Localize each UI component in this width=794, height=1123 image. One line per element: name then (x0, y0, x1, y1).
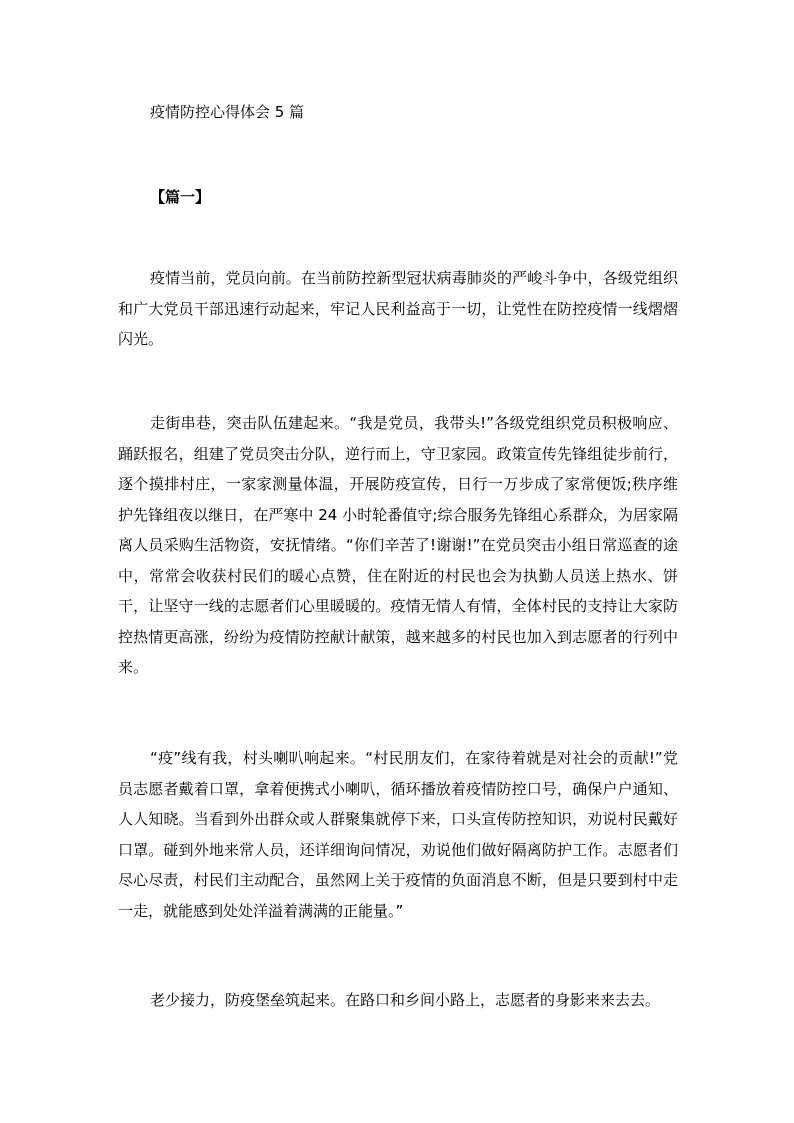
document-title: 疫情防控心得体会 5 篇 (150, 103, 305, 121)
section-heading: 【篇一】 (150, 188, 211, 206)
paragraph-4: 老少接力，防疫堡垒筑起来。在路口和乡间小路上，志愿者的身影来来去去。 (150, 991, 661, 1009)
paragraph-1: 疫情当前，党员向前。在当前防控新型冠状病毒肺炎的严峻斗争中，各级党组织和广大党员干部迅速行动起来，牢记人民利益高于一切，让党性在防控疫情一线熠熠闪光。 (118, 269, 678, 348)
paragraph-2: 走街串巷，突击队伍建起来。“我是党员，我带头!”各级党组织党员积极响应、踊跃报名，组建了党员突击分队，逆行而上，守卫家园。政策宣传先锋组徒步前行，逐个摸排村庄，一家家测量体温，开展防疫宣传，日行一万步成了家常便饭;秩序维护先锋组夜以继日，在严寒中 24 小时轮番值守;综合服务先锋组心系群众，为居家隔离人员采购生活物资，安抚情绪。“你们辛苦了!谢谢!”在党员突击小组日常巡查的途中，常常会收获村民们的暖心点赞，住在附近的村民也会为执勤人员送上热水、饼干，让坚守一线的志愿者们心里暖暖的。疫情无情人有情，全体村民的支持让大家防控热情更高涨，纷纷为疫情防控献计献策，越来越多的村民也加入到志愿者的行列中来。 (118, 414, 678, 676)
paragraph-3: “疫”线有我，村头喇叭响起来。“村民朋友们，在家待着就是对社会的贡献!”党员志愿者戴着口罩，拿着便携式小喇叭，循环播放着疫情防控口号，确保户户通知、人人知晓。当看到外出群众或人群聚集就停下来，口头宣传防控知识，劝说村民戴好口罩。碰到外地来常人员，还详细询问情况，劝说他们做好隔离防护工作。志愿者们尽心尽责，村民们主动配合，虽然网上关于疫情的负面消息不断，但是只要到村中走一走，就能感到处处洋溢着满满的正能量。” (118, 749, 678, 920)
